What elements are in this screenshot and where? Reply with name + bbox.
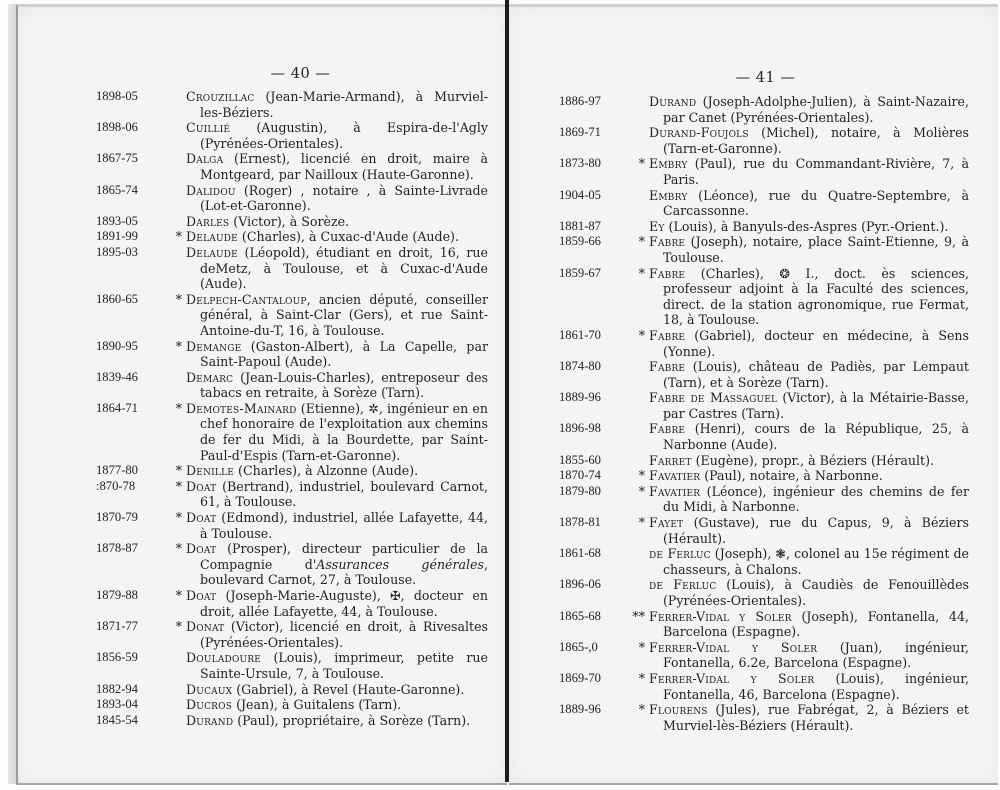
entry-surname: Ferrer-Vidal y Soler bbox=[649, 608, 792, 624]
left-page bbox=[16, 4, 507, 785]
entry-surname: Embry bbox=[649, 156, 688, 172]
entry-years: 1878-81 bbox=[559, 515, 601, 530]
entry-years: 1896-98 bbox=[559, 421, 601, 436]
entry-body bbox=[186, 339, 488, 370]
asterisk-mark: ** bbox=[632, 608, 645, 624]
entry-details: (Léonce), rue du Quatre-Septembre, à Carcassonne. bbox=[663, 187, 969, 219]
entry-surname: Delaude bbox=[186, 244, 238, 260]
asterisk-mark: * bbox=[638, 156, 645, 172]
entry-row bbox=[96, 479, 488, 510]
entry-body bbox=[649, 702, 969, 733]
entry-body bbox=[186, 183, 488, 214]
entry-years: 1889-96 bbox=[559, 390, 601, 405]
entry-surname: Flourens bbox=[649, 702, 708, 718]
entry-row bbox=[559, 515, 969, 546]
entry-body bbox=[186, 588, 488, 619]
entry-row bbox=[559, 266, 969, 328]
entry-years: 1869-70 bbox=[559, 670, 601, 685]
asterisk-mark: * bbox=[638, 327, 645, 343]
entry-surname: Fabre bbox=[649, 265, 686, 281]
entry-details: (Jean-Louis-Charles), entreposeur des tabacs en retraite, à Sorèze (Tarn). bbox=[200, 369, 488, 401]
entry-body bbox=[186, 541, 488, 588]
entry-surname: Fayet bbox=[649, 515, 684, 531]
entry-surname: Fabre bbox=[649, 421, 686, 437]
asterisk-mark: * bbox=[175, 463, 182, 479]
entry-details: (Paul), rue du Commandant-Rivière, 7, à Paris. bbox=[663, 156, 969, 187]
entry-body bbox=[186, 463, 488, 479]
entry-body bbox=[186, 151, 488, 182]
entry-details: (Bertrand), industriel, boulevard Carnot, 61, à Toulouse. bbox=[200, 478, 488, 510]
entry-years: 1855-60 bbox=[559, 452, 601, 467]
entry-surname: Delaude bbox=[186, 229, 238, 245]
entry-years: 1856-59 bbox=[96, 650, 138, 665]
asterisk-mark: * bbox=[175, 510, 182, 526]
entry-years: 1870-79 bbox=[96, 510, 138, 525]
entry-surname: Embry bbox=[649, 187, 688, 203]
entry-row bbox=[559, 188, 969, 219]
entry-years: 1877-80 bbox=[96, 463, 138, 478]
entry-years: 1882-94 bbox=[96, 681, 138, 696]
entry-body bbox=[649, 94, 969, 125]
entry-surname: Ducros bbox=[186, 697, 233, 713]
entry-details: (Edmond), industriel, allée Lafayette, 44, à Toulouse. bbox=[200, 510, 488, 541]
asterisk-mark: * bbox=[175, 400, 182, 416]
entry-details: (Prosper), directeur particulier de la Compagnie d' bbox=[200, 541, 488, 572]
entry-surname: Crouzillac bbox=[186, 89, 255, 104]
entry-years: 1867-75 bbox=[96, 151, 138, 166]
entry-body bbox=[649, 421, 969, 452]
entry-row bbox=[559, 328, 969, 359]
entry-row bbox=[559, 468, 969, 484]
entry-row bbox=[559, 125, 969, 156]
entry-surname: Fabre bbox=[649, 327, 686, 343]
entry-body bbox=[186, 650, 488, 681]
entry-surname: Denille bbox=[186, 463, 235, 479]
entry-details: (Charles), ❂ I., doct. ès sciences, professeur adjoint à la Faculté des sciences, direct. de la station agronomique, rue Fermat, 18, à Toulouse. bbox=[663, 265, 969, 328]
entry-years: 1845-54 bbox=[96, 712, 138, 727]
entry-surname: de Ferluc bbox=[649, 546, 711, 562]
entry-years: 1860-65 bbox=[96, 291, 138, 306]
entry-years: 1890-95 bbox=[96, 338, 138, 353]
entry-surname: Favatier bbox=[649, 483, 701, 499]
entry-row bbox=[96, 292, 488, 339]
entry-list bbox=[559, 94, 969, 733]
entry-row bbox=[96, 245, 488, 292]
entry-row bbox=[559, 156, 969, 187]
page-number: — 40 — bbox=[270, 66, 331, 82]
entry-row bbox=[559, 546, 969, 577]
entry-body bbox=[186, 682, 488, 698]
entry-row bbox=[96, 339, 488, 370]
entry-years: 1878-87 bbox=[96, 541, 138, 556]
entry-details: (Juan), ingénieur, Fontanella, 6.2e, Barcelona (Espagne). bbox=[663, 639, 969, 671]
asterisk-mark: * bbox=[638, 702, 645, 718]
entry-row bbox=[96, 541, 488, 588]
entry-body bbox=[186, 370, 488, 401]
entry-surname: Douladoure bbox=[186, 650, 262, 666]
entry-row bbox=[96, 463, 488, 479]
asterisk-mark: * bbox=[175, 541, 182, 557]
entry-years: :870-78 bbox=[96, 478, 136, 493]
entry-surname: Demotes-Mainard bbox=[186, 400, 297, 416]
asterisk-mark: * bbox=[175, 478, 182, 494]
entry-details: , ancien député, conseiller général, à Saint-Clar (Gers), et rue Saint-Antoine-du-T, 16, à Toulouse. bbox=[200, 291, 488, 338]
entry-row bbox=[559, 609, 969, 640]
entry-details: (Gabriel), à Revel (Haute-Garonne). bbox=[232, 681, 465, 697]
entry-details-cont: , boulevard Carnot, 27, à Toulouse. bbox=[200, 556, 488, 588]
entry-body bbox=[186, 619, 488, 650]
entry-years: 1893-05 bbox=[96, 213, 138, 228]
entry-surname: Ferrer-Vidal y Soler bbox=[649, 670, 815, 686]
entry-row bbox=[96, 510, 488, 541]
entry-row bbox=[559, 359, 969, 390]
asterisk-mark: * bbox=[175, 588, 182, 603]
entry-body bbox=[186, 89, 488, 120]
entry-details: (Léonce), ingénieur des chemins de fer du Midi, à Narbonne. bbox=[663, 483, 969, 515]
entry-row bbox=[96, 89, 488, 120]
entry-details: (Louis), ingénieur, Fontanella, 46, Barcelona (Espagne). bbox=[663, 670, 969, 702]
entry-row bbox=[96, 370, 488, 401]
entry-body bbox=[649, 188, 969, 219]
entry-row bbox=[559, 421, 969, 452]
entry-years: 1865-,0 bbox=[559, 639, 598, 654]
entry-surname: Ey bbox=[649, 218, 665, 234]
entry-details: (Gustave), rue du Capus, 9, à Béziers (Hérault). bbox=[663, 515, 969, 546]
entry-row bbox=[96, 697, 488, 713]
asterisk-mark: * bbox=[638, 265, 645, 281]
entry-body bbox=[186, 713, 488, 729]
entry-row bbox=[559, 702, 969, 733]
entry-years: 1861-70 bbox=[559, 327, 601, 342]
entry-years: 1895-03 bbox=[96, 244, 138, 259]
entry-details: (Joseph-Adolphe-Julien), à Saint-Nazaire, par Canet (Pyrénées-Orientales). bbox=[663, 94, 969, 125]
entry-years: 1873-80 bbox=[559, 156, 601, 171]
entry-body bbox=[186, 510, 488, 541]
entry-details: (Gaston-Albert), à La Capelle, par Saint-Papoul (Aude). bbox=[200, 338, 488, 370]
entry-row bbox=[559, 390, 969, 421]
entry-surname: Delpech-Cantaloup bbox=[186, 291, 307, 307]
entry-body bbox=[649, 484, 969, 515]
entry-row bbox=[96, 214, 488, 230]
entry-years: 1886-97 bbox=[559, 94, 601, 108]
entry-years: 1904-05 bbox=[559, 187, 601, 202]
entry-details: (Roger) , notaire , à Sainte-Livrade (Lot-et-Garonne). bbox=[200, 182, 488, 214]
entry-row bbox=[96, 401, 488, 463]
entry-body bbox=[649, 453, 969, 469]
entry-details: (Joseph-Marie-Auguste), ✠, docteur en droit, allée Lafayette, 44, à Toulouse. bbox=[200, 588, 488, 619]
entry-details: (Michel), notaire, à Molières (Tarn-et-Garonne). bbox=[663, 125, 969, 156]
entry-body bbox=[649, 266, 969, 328]
entry-surname: Durand bbox=[186, 712, 234, 728]
entry-surname: Cuillié bbox=[186, 120, 231, 136]
entry-surname: Fabre bbox=[649, 234, 686, 250]
entry-years: 1871-77 bbox=[96, 619, 138, 634]
entry-body bbox=[649, 468, 969, 484]
entry-surname: Doat bbox=[186, 588, 217, 603]
entry-details: (Louis), château de Padiès, par Lempaut (Tarn), et à Sorèze (Tarn). bbox=[663, 359, 969, 390]
entry-row bbox=[96, 120, 488, 151]
entry-surname: Ferrer-Vidal y Soler bbox=[649, 639, 818, 655]
entry-row bbox=[96, 650, 488, 681]
entry-years: 1874-80 bbox=[559, 359, 601, 374]
entry-row bbox=[96, 713, 488, 729]
entry-body bbox=[649, 640, 969, 671]
entry-row bbox=[96, 229, 488, 245]
entry-body bbox=[649, 671, 969, 702]
entry-years: 1891-99 bbox=[96, 229, 138, 244]
entry-years: 1898-05 bbox=[96, 89, 138, 103]
entry-row bbox=[96, 682, 488, 698]
entry-details: (Louis), imprimeur, petite rue Sainte-Ursule, 7, à Toulouse. bbox=[200, 650, 488, 681]
asterisk-mark: * bbox=[175, 338, 182, 354]
entry-row bbox=[96, 183, 488, 214]
page-edge bbox=[8, 4, 16, 784]
entry-details: (Louis), à Banyuls-des-Aspres (Pyr.-Orient.). bbox=[664, 218, 949, 234]
asterisk-mark: * bbox=[638, 234, 645, 250]
entry-surname: Doat bbox=[186, 478, 217, 494]
asterisk-mark: * bbox=[638, 468, 645, 484]
asterisk-mark: * bbox=[175, 619, 182, 635]
entry-body bbox=[649, 156, 969, 187]
entry-years: 1879-80 bbox=[559, 483, 601, 498]
entry-details: (Jean), à Guitalens (Tarn). bbox=[232, 697, 402, 713]
entry-years: 1864-71 bbox=[96, 400, 138, 415]
entry-surname: Doat bbox=[186, 541, 217, 557]
entry-list bbox=[96, 89, 488, 728]
entry-body bbox=[649, 390, 969, 421]
asterisk-mark: * bbox=[175, 229, 182, 245]
entry-surname: Demange bbox=[186, 338, 242, 354]
entry-years: 1893-04 bbox=[96, 697, 138, 712]
entry-surname: Dalidou bbox=[186, 182, 236, 198]
entry-surname: Dalga bbox=[186, 151, 224, 167]
right-page bbox=[509, 4, 998, 785]
asterisk-mark: * bbox=[638, 639, 645, 655]
entry-years: 1881-87 bbox=[559, 218, 601, 233]
entry-years: 1859-66 bbox=[559, 234, 601, 249]
entry-details: (Léopold), étudiant en droit, 16, rue deMetz, à Toulouse, et à Cuxac-d'Aude (Aude). bbox=[200, 244, 488, 292]
entry-details: (Victor), à Sorèze. bbox=[229, 213, 350, 229]
entry-details: (Ernest), licencié en droit, maire à Montgeard, par Nailloux (Haute-Garonne). bbox=[200, 151, 488, 182]
entry-years: 1869-71 bbox=[559, 125, 601, 140]
entry-surname: Donat bbox=[186, 619, 225, 635]
entry-details: (Joseph), Fontanella, 44, Barcelona (Espagne). bbox=[663, 608, 969, 640]
asterisk-mark: * bbox=[638, 483, 645, 499]
entry-body bbox=[186, 479, 488, 510]
entry-row bbox=[559, 453, 969, 469]
entry-body bbox=[649, 328, 969, 359]
entry-body bbox=[186, 292, 488, 339]
entry-years: 1879-88 bbox=[96, 588, 138, 602]
entry-row bbox=[559, 484, 969, 515]
entry-years: 1865-68 bbox=[559, 608, 601, 623]
asterisk-mark: * bbox=[638, 515, 645, 531]
entry-row bbox=[96, 619, 488, 650]
entry-body bbox=[649, 359, 969, 390]
entry-body bbox=[649, 125, 969, 156]
entry-details: (Paul), notaire, à Narbonne. bbox=[700, 468, 883, 484]
entry-details: (Augustin), à Espira-de-l'Agly (Pyrénées-Orientales). bbox=[200, 120, 488, 151]
entry-body bbox=[186, 697, 488, 713]
entry-years: 1859-67 bbox=[559, 265, 601, 280]
entry-years: 1870-74 bbox=[559, 468, 601, 483]
entry-details: (Victor), à la Métairie-Basse, par Castres (Tarn). bbox=[663, 390, 969, 421]
entry-details: (Eugène), propr., à Béziers (Hérault). bbox=[691, 452, 934, 468]
entry-surname: Ducaux bbox=[186, 681, 233, 697]
entry-details: (Jules), rue Fabrégat, 2, à Béziers et Murviel-lès-Béziers (Hérault). bbox=[663, 702, 969, 733]
entry-details: (Charles), à Alzonne (Aude). bbox=[234, 463, 419, 479]
entry-details: (Henri), cours de la République, 25, à Narbonne (Aude). bbox=[663, 421, 969, 453]
entry-surname: Doat bbox=[186, 510, 217, 526]
entry-details: (Louis), à Caudiès de Fenouillèdes (Pyrénées-Orientales). bbox=[663, 577, 969, 608]
entry-body bbox=[649, 577, 969, 608]
entry-body bbox=[649, 234, 969, 265]
entry-years: 1861-68 bbox=[559, 546, 601, 561]
entry-body bbox=[186, 214, 488, 230]
entry-surname: Farret bbox=[649, 452, 692, 468]
entry-row bbox=[96, 151, 488, 182]
entry-body bbox=[186, 120, 488, 151]
entry-surname: Durand bbox=[649, 94, 697, 109]
entry-details: (Charles), à Cuxac-d'Aude (Aude). bbox=[237, 229, 459, 245]
entry-surname: Favatier bbox=[649, 468, 701, 484]
entry-details: (Jean-Marie-Armand), à Murviel-les-Béziers. bbox=[200, 89, 488, 120]
entry-surname: Fabre bbox=[649, 359, 686, 375]
entry-details: (Joseph), ❃, colonel au 15e régiment de chasseurs, à Chalons. bbox=[663, 546, 969, 577]
entry-details: (Victor), licencié en droit, à Rivesaltes (Pyrénées-Orientales). bbox=[200, 619, 488, 650]
entry-row bbox=[559, 640, 969, 671]
entry-details: (Joseph), notaire, place Saint-Etienne, 9, à Toulouse. bbox=[663, 234, 969, 265]
entry-years: 1896-06 bbox=[559, 577, 601, 592]
entry-body bbox=[186, 245, 488, 292]
entry-italic: Assurances générales bbox=[316, 556, 484, 572]
entry-surname: Demarc bbox=[186, 369, 234, 385]
entry-body bbox=[649, 609, 969, 640]
entry-row bbox=[559, 234, 969, 265]
entry-details: (Gabriel), docteur en médecine, à Sens (Yonne). bbox=[663, 327, 969, 359]
asterisk-mark: * bbox=[175, 291, 182, 307]
entry-row bbox=[559, 219, 969, 235]
entry-surname: Darles bbox=[186, 213, 230, 229]
entry-body bbox=[186, 229, 488, 245]
entry-row bbox=[96, 588, 488, 619]
entry-row bbox=[559, 94, 969, 125]
entry-surname: de Ferluc bbox=[649, 577, 717, 593]
entry-years: 1839-46 bbox=[96, 369, 138, 384]
entry-details: (Paul), propriétaire, à Sorèze (Tarn). bbox=[233, 712, 471, 728]
entry-body bbox=[649, 219, 969, 235]
entry-years: 1865-74 bbox=[96, 182, 138, 197]
entry-body bbox=[649, 546, 969, 577]
entry-row bbox=[559, 577, 969, 608]
entry-row bbox=[559, 671, 969, 702]
page-number: — 41 — bbox=[735, 70, 796, 86]
entry-body bbox=[649, 515, 969, 546]
asterisk-mark: * bbox=[638, 670, 645, 686]
entry-body bbox=[186, 401, 488, 463]
entry-years: 1889-96 bbox=[559, 702, 601, 717]
entry-surname: Fabre de Massaguel bbox=[649, 390, 778, 406]
entry-years: 1898-06 bbox=[96, 120, 138, 135]
entry-surname: Durand-Foujols bbox=[649, 125, 749, 141]
entry-details: (Etienne), ✲, ingénieur en en chef honoraire de l'exploitation aux chemins de fer du Midi, à la Bourdette, par Saint-Paul-d'Espis (Tarn-et-Garonne). bbox=[200, 400, 488, 463]
